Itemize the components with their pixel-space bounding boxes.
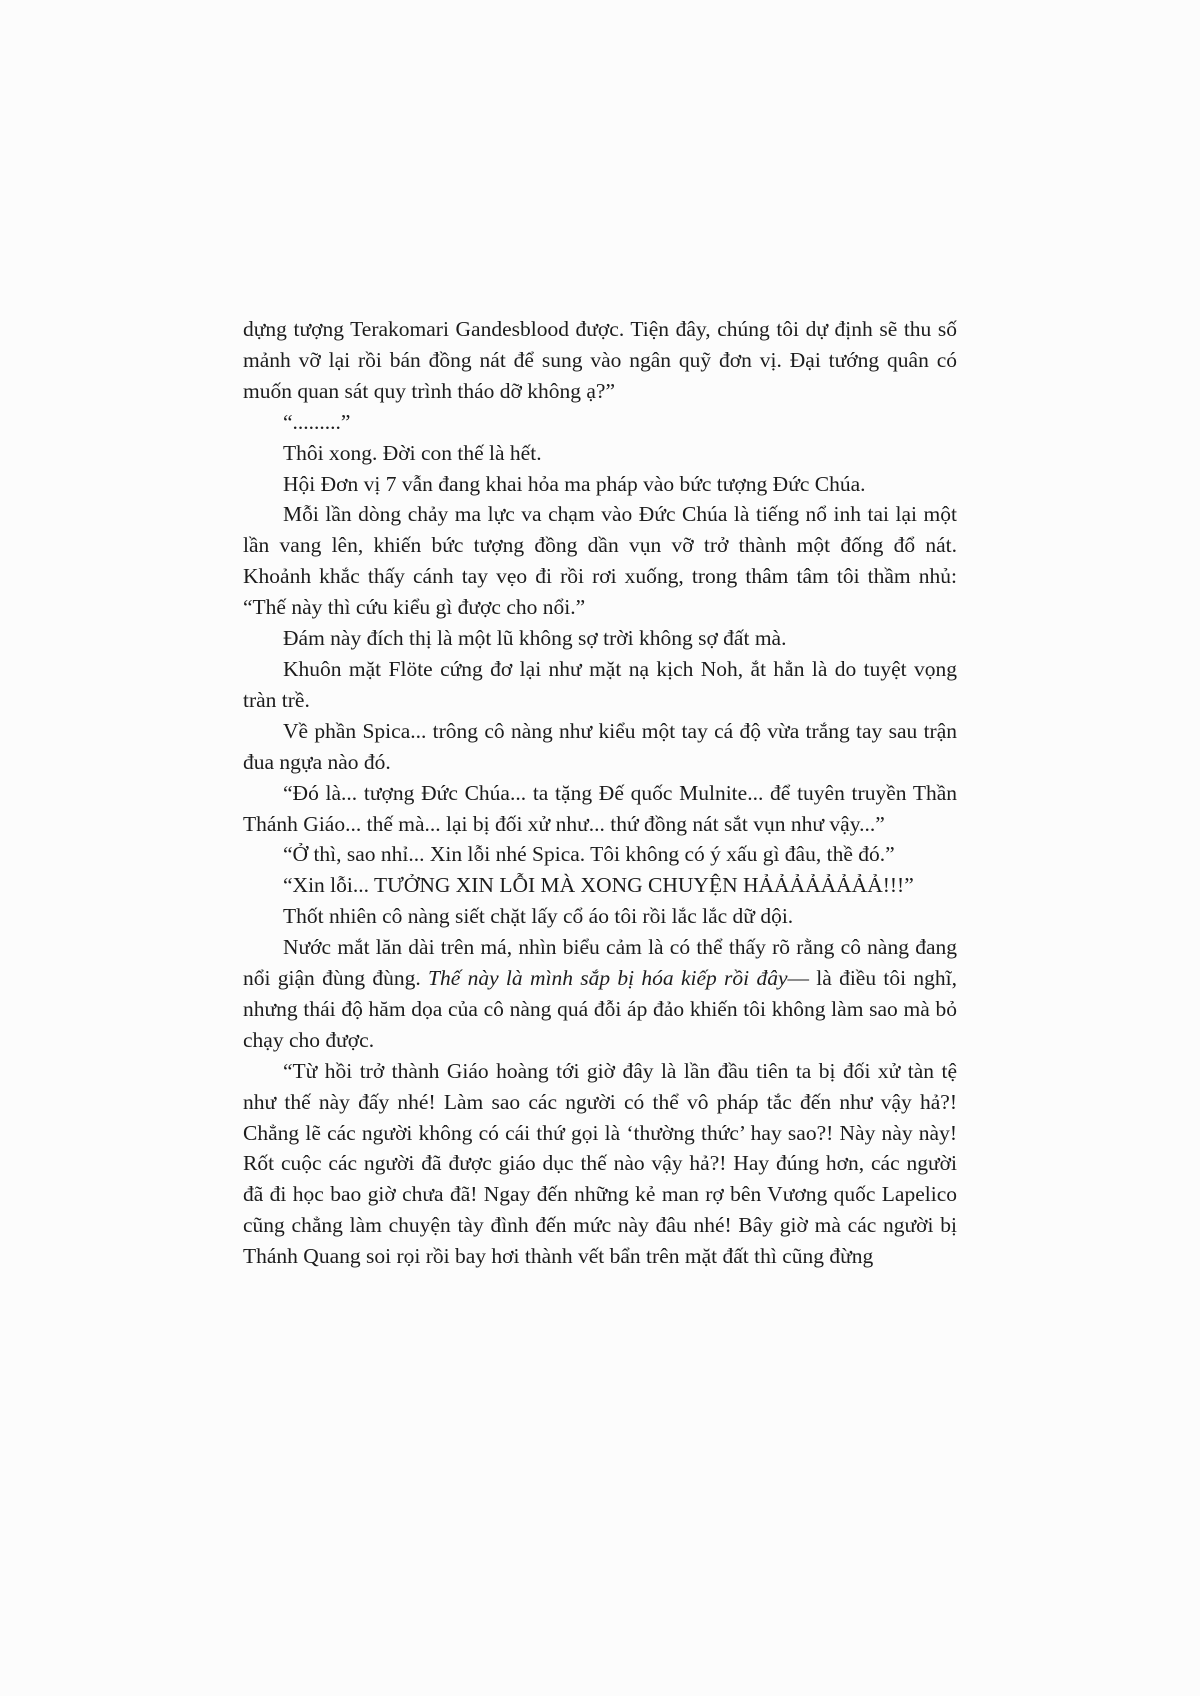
paragraph: “Xin lỗi... TƯỞNG XIN LỖI MÀ XONG CHUYỆN HẢẢẢẢẢẢẢẢ!!!” (283, 873, 914, 898)
paragraph: Nước mắt lăn dài trên má, nhìn biểu cảm là có thể thấy rõ rằng cô nàng đang nổi giận đùng đùng. Thế này là mình sắp bị hóa kiếp rồi đây— là điều tôi nghĩ, nhưng thái độ hăm dọa của cô nàng quá đỗi áp đảo khiến tôi không làm sao mà bỏ chạy cho được. (243, 935, 957, 1052)
paragraph: “Từ hồi trở thành Giáo hoàng tới giờ đây là lần đầu tiên ta bị đối xử tàn tệ như thế này đấy nhé! Làm sao các người có thể vô pháp tắc đến như vậy hả?! Chẳng lẽ các người không có cái thứ gọi là ‘thường thức’ hay sao?! Này này này! Rốt cuộc các người đã được giáo dục thế nào vậy hả?! Hay đúng hơn, các người đã đi học bao giờ chưa đã! Ngay đến những kẻ man rợ bên Vương quốc Lapelico cũng chẳng làm chuyện tày đình đến mức này đâu nhé! Bây giờ mà các người bị Thánh Quang soi rọi rồi bay hơi thành vết bẩn trên mặt đất thì cũng đừng (243, 1058, 957, 1269)
paragraph: Đám này đích thị là một lũ không sợ trời không sợ đất mà. (283, 626, 787, 651)
paragraph: “Đó là... tượng Đức Chúa... ta tặng Đế quốc Mulnite... để tuyên truyền Thần Thánh Giáo... thế mà... lại bị đối xử như... thứ đồng nát sắt vụn như vậy...” (243, 780, 957, 836)
paragraph: dựng tượng Terakomari Gandesblood được. Tiện đây, chúng tôi dự định sẽ thu số mảnh vỡ lại rồi bán đồng nát để sung vào ngân quỹ đơn vị. Đại tướng quân có muốn quan sát quy trình tháo dỡ không ạ?” (243, 317, 957, 403)
paragraph: Khuôn mặt Flöte cứng đơ lại như mặt nạ kịch Noh, ắt hẳn là do tuyệt vọng tràn trề. (243, 656, 957, 712)
paragraph: Thốt nhiên cô nàng siết chặt lấy cổ áo tôi rồi lắc lắc dữ dội. (283, 904, 794, 929)
page-body-text (243, 314, 957, 1272)
paragraph: “Ở thì, sao nhỉ... Xin lỗi nhé Spica. Tôi không có ý xấu gì đâu, thề đó.” (283, 842, 895, 867)
paragraph: Thôi xong. Đời con thế là hết. (283, 440, 542, 465)
paragraph: Hội Đơn vị 7 vẫn đang khai hỏa ma pháp vào bức tượng Đức Chúa. (283, 471, 866, 496)
paragraph: Mỗi lần dòng chảy ma lực va chạm vào Đức Chúa là tiếng nổ inh tai lại một lần vang lên, khiến bức tượng đồng dần vụn vỡ trở thành một đống đổ nát. Khoảnh khắc thấy cánh tay vẹo đi rồi rơi xuống, trong thâm tâm tôi thầm nhủ: “Thế này thì cứu kiểu gì được cho nổi.” (243, 502, 957, 620)
paragraph: Về phần Spica... trông cô nàng như kiểu một tay cá độ vừa trắng tay sau trận đua ngựa nào đó. (243, 718, 957, 774)
italic-thought: Thế này là mình sắp bị hóa kiếp rồi đây (428, 966, 788, 991)
paragraph: “.........” (283, 409, 351, 434)
